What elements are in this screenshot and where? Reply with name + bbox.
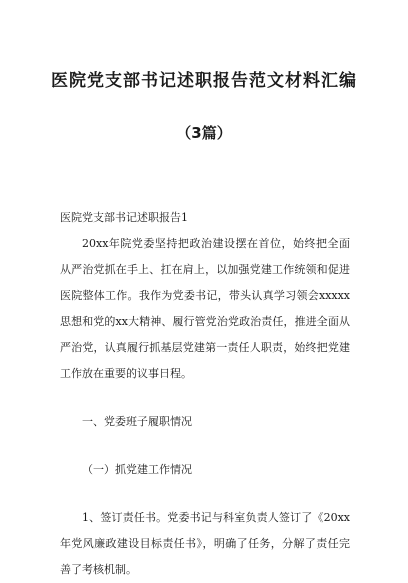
section-heading-1: 一、党委班子履职情况 <box>82 415 192 428</box>
document-subtitle: （3篇） <box>176 124 232 142</box>
subsection-heading-1-1: （一）抓党建工作情况 <box>82 463 192 476</box>
document-body <box>60 205 350 583</box>
paragraph-1: 20xx年院党委坚持把政治建设摆在首位，始终把全面从严治党抓在手上、扛在肩上，以加强党建工作统领和促进医院整体工作。我作为党委书记，带头认真学习领会xxxxx思想和党的xx大精神、履行管党治党政治责任，推进全面从严治党，认真履行抓基层党建第一责任人职责，始终把党建工作放在重要的议事日程。 <box>60 237 350 380</box>
item-paragraph-1: 1、签订责任书。党委书记与科室负责人签订了《20xx年党风廉政建设目标责任书》，明确了任务，分解了责任完善了考核机制。 <box>60 511 350 576</box>
document-title: 医院党支部书记述职报告范文材料汇编 <box>51 71 357 91</box>
report-title: 医院党支部书记述职报告1 <box>60 211 188 224</box>
